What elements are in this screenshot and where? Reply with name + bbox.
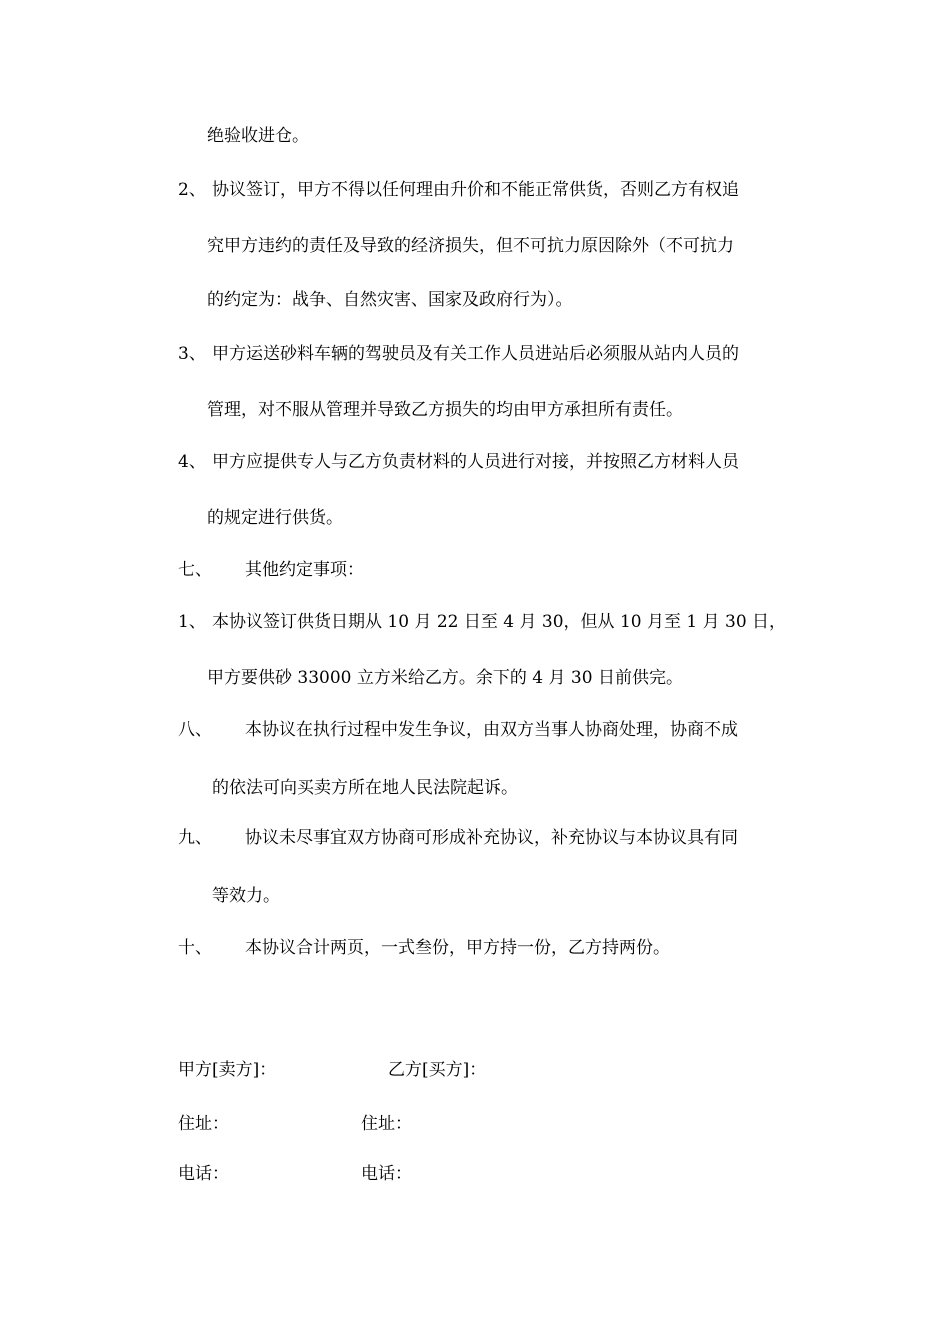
section-marker: 十、 — [178, 938, 212, 958]
section-text: 协议未尽事宜双方协商可形成补充协议，补充协议与本协议具有同 — [245, 828, 738, 848]
phone-a-label: 电话： — [178, 1164, 229, 1184]
list-marker: 3、 — [178, 344, 206, 364]
party-a-label: 甲方[卖方]： — [178, 1060, 277, 1080]
paragraph-text: 甲方运送砂料车辆的驾驶员及有关工作人员进站后必须服从站内人员的 — [212, 344, 739, 364]
paragraph-line: 究甲方违约的责任及导致的经济损失，但不可抗力原因除外（不可抗力 — [207, 236, 734, 256]
paragraph-line: 管理，对不服从管理并导致乙方损失的均由甲方承担所有责任。 — [207, 400, 683, 420]
address-b-label: 住址： — [361, 1114, 412, 1134]
paragraph-line: 的约定为：战争、自然灾害、国家及政府行为）。 — [207, 290, 573, 310]
paragraph-text: 本协议签订供货日期从 10 月 22 日至 4 月 30，但从 10 月至 1 月 30 日， — [212, 612, 787, 632]
section-marker: 八、 — [178, 720, 212, 740]
address-a-label: 住址： — [178, 1114, 229, 1134]
section-text: 本协议在执行过程中发生争议，由双方当事人协商处理，协商不成 — [245, 720, 738, 740]
section-title: 其他约定事项： — [245, 560, 364, 580]
paragraph-line: 甲方要供砂 33000 立方米给乙方。余下的 4 月 30 日前供完。 — [207, 668, 683, 688]
list-marker: 2、 — [178, 180, 206, 200]
section-text: 本协议合计两页，一式叁份，甲方持一份，乙方持两份。 — [245, 938, 670, 958]
list-marker: 4、 — [178, 452, 206, 472]
paragraph-line: 的依法可向买卖方所在地人民法院起诉。 — [212, 778, 518, 798]
paragraph-line: 等效力。 — [212, 886, 280, 906]
section-marker: 九、 — [178, 828, 212, 848]
section-marker: 七、 — [178, 560, 212, 580]
phone-b-label: 电话： — [361, 1164, 412, 1184]
paragraph-line: 的规定进行供货。 — [207, 508, 343, 528]
list-marker: 1、 — [178, 612, 206, 632]
paragraph-text: 协议签订，甲方不得以任何理由升价和不能正常供货，否则乙方有权追 — [212, 180, 739, 200]
paragraph-line: 绝验收进仓。 — [207, 126, 309, 146]
party-b-label: 乙方[买方]： — [388, 1060, 487, 1080]
paragraph-text: 甲方应提供专人与乙方负责材料的人员进行对接，并按照乙方材料人员 — [212, 452, 739, 472]
